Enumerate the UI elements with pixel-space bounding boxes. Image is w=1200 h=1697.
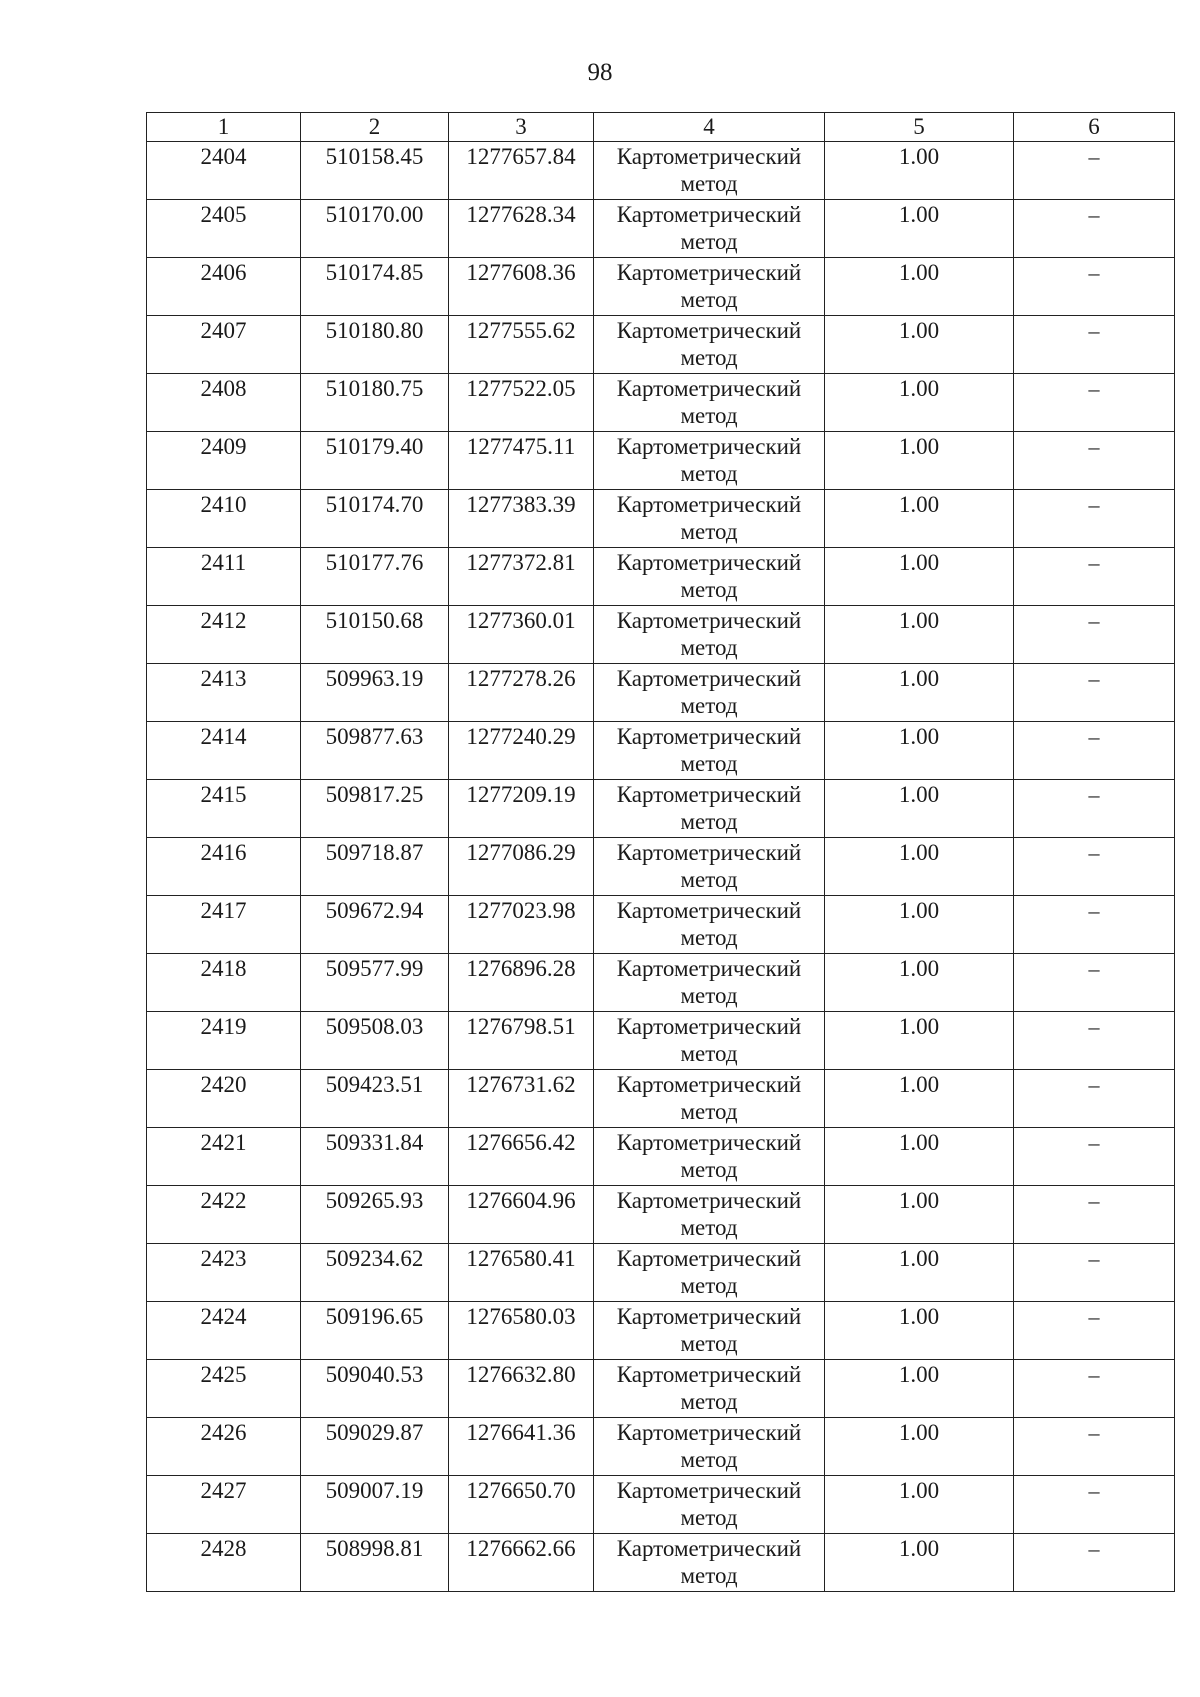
y-coordinate-cell: 1276656.42 xyxy=(449,1128,594,1186)
note-cell: – xyxy=(1014,1128,1175,1186)
accuracy-cell: 1.00 xyxy=(825,896,1014,954)
point-number-cell: 2417 xyxy=(147,896,301,954)
table-row xyxy=(147,374,1175,432)
note-cell: – xyxy=(1014,374,1175,432)
y-coordinate-cell: 1276662.66 xyxy=(449,1534,594,1592)
point-number-cell: 2425 xyxy=(147,1360,301,1418)
table-row xyxy=(147,780,1175,838)
accuracy-cell: 1.00 xyxy=(825,838,1014,896)
y-coordinate-cell: 1276896.28 xyxy=(449,954,594,1012)
y-coordinate-cell: 1277657.84 xyxy=(449,142,594,200)
x-coordinate-cell: 509423.51 xyxy=(301,1070,449,1128)
y-coordinate-cell: 1277278.26 xyxy=(449,664,594,722)
method-line-2: метод xyxy=(680,287,738,312)
x-coordinate-cell: 510180.75 xyxy=(301,374,449,432)
point-number-cell: 2414 xyxy=(147,722,301,780)
y-coordinate-cell: 1277522.05 xyxy=(449,374,594,432)
method-line-2: метод xyxy=(680,693,738,718)
table-header-row xyxy=(147,113,1175,142)
y-coordinate-cell: 1276650.70 xyxy=(449,1476,594,1534)
y-coordinate-cell: 1277555.62 xyxy=(449,316,594,374)
note-cell: – xyxy=(1014,1476,1175,1534)
method-line-1: Картометрический xyxy=(616,1072,802,1097)
method-line-2: метод xyxy=(680,1273,738,1298)
point-number-cell: 2421 xyxy=(147,1128,301,1186)
method-line-1: Картометрический xyxy=(616,1304,802,1329)
method-line-1: Картометрический xyxy=(616,550,802,575)
x-coordinate-cell: 509817.25 xyxy=(301,780,449,838)
x-coordinate-cell: 510174.70 xyxy=(301,490,449,548)
point-number-cell: 2424 xyxy=(147,1302,301,1360)
method-line-1: Картометрический xyxy=(616,956,802,981)
x-coordinate-cell: 509265.93 xyxy=(301,1186,449,1244)
accuracy-cell: 1.00 xyxy=(825,142,1014,200)
note-cell: – xyxy=(1014,1244,1175,1302)
column-header-1: 1 xyxy=(147,113,301,142)
accuracy-cell: 1.00 xyxy=(825,664,1014,722)
accuracy-cell: 1.00 xyxy=(825,780,1014,838)
accuracy-cell: 1.00 xyxy=(825,606,1014,664)
point-number-cell: 2415 xyxy=(147,780,301,838)
note-cell: – xyxy=(1014,722,1175,780)
method-line-1: Картометрический xyxy=(616,376,802,401)
note-cell: – xyxy=(1014,1070,1175,1128)
y-coordinate-cell: 1277209.19 xyxy=(449,780,594,838)
note-cell: – xyxy=(1014,142,1175,200)
method-line-1: Картометрический xyxy=(616,1420,802,1445)
table-row xyxy=(147,1476,1175,1534)
method-line-1: Картометрический xyxy=(616,492,802,517)
method-line-2: метод xyxy=(680,171,738,196)
method-cell xyxy=(594,1012,825,1070)
y-coordinate-cell: 1276580.41 xyxy=(449,1244,594,1302)
y-coordinate-cell: 1277023.98 xyxy=(449,896,594,954)
method-cell xyxy=(594,374,825,432)
table-row xyxy=(147,548,1175,606)
method-line-1: Картометрический xyxy=(616,1014,802,1039)
method-cell xyxy=(594,1360,825,1418)
method-line-2: метод xyxy=(680,635,738,660)
x-coordinate-cell: 510180.80 xyxy=(301,316,449,374)
point-number-cell: 2404 xyxy=(147,142,301,200)
method-line-1: Картометрический xyxy=(616,144,802,169)
point-number-cell: 2418 xyxy=(147,954,301,1012)
x-coordinate-cell: 509331.84 xyxy=(301,1128,449,1186)
method-cell xyxy=(594,200,825,258)
method-line-1: Картометрический xyxy=(616,202,802,227)
page-number: 98 xyxy=(587,59,613,86)
table-row xyxy=(147,954,1175,1012)
x-coordinate-cell: 510174.85 xyxy=(301,258,449,316)
method-cell xyxy=(594,954,825,1012)
y-coordinate-cell: 1277360.01 xyxy=(449,606,594,664)
column-header-3: 3 xyxy=(449,113,594,142)
method-line-1: Картометрический xyxy=(616,1130,802,1155)
method-cell xyxy=(594,722,825,780)
accuracy-cell: 1.00 xyxy=(825,1302,1014,1360)
y-coordinate-cell: 1277383.39 xyxy=(449,490,594,548)
method-line-2: метод xyxy=(680,461,738,486)
y-coordinate-cell: 1277240.29 xyxy=(449,722,594,780)
method-cell xyxy=(594,1070,825,1128)
accuracy-cell: 1.00 xyxy=(825,1476,1014,1534)
accuracy-cell: 1.00 xyxy=(825,432,1014,490)
method-cell xyxy=(594,780,825,838)
point-number-cell: 2411 xyxy=(147,548,301,606)
table-row xyxy=(147,664,1175,722)
y-coordinate-cell: 1276641.36 xyxy=(449,1418,594,1476)
y-coordinate-cell: 1276604.96 xyxy=(449,1186,594,1244)
point-number-cell: 2416 xyxy=(147,838,301,896)
method-line-2: метод xyxy=(680,1447,738,1472)
y-coordinate-cell: 1277608.36 xyxy=(449,258,594,316)
method-line-1: Картометрический xyxy=(616,1478,802,1503)
table-row xyxy=(147,838,1175,896)
method-line-2: метод xyxy=(680,1215,738,1240)
point-number-cell: 2409 xyxy=(147,432,301,490)
table-row xyxy=(147,1360,1175,1418)
method-line-2: метод xyxy=(680,1563,738,1588)
accuracy-cell: 1.00 xyxy=(825,1128,1014,1186)
x-coordinate-cell: 510170.00 xyxy=(301,200,449,258)
note-cell: – xyxy=(1014,1418,1175,1476)
method-cell xyxy=(594,1302,825,1360)
y-coordinate-cell: 1277628.34 xyxy=(449,200,594,258)
accuracy-cell: 1.00 xyxy=(825,722,1014,780)
point-number-cell: 2408 xyxy=(147,374,301,432)
table-row xyxy=(147,1244,1175,1302)
point-number-cell: 2428 xyxy=(147,1534,301,1592)
table-row xyxy=(147,490,1175,548)
y-coordinate-cell: 1277372.81 xyxy=(449,548,594,606)
method-line-2: метод xyxy=(680,1099,738,1124)
y-coordinate-cell: 1277475.11 xyxy=(449,432,594,490)
method-line-2: метод xyxy=(680,403,738,428)
accuracy-cell: 1.00 xyxy=(825,1418,1014,1476)
method-line-1: Картометрический xyxy=(616,434,802,459)
table-row xyxy=(147,258,1175,316)
point-number-cell: 2419 xyxy=(147,1012,301,1070)
x-coordinate-cell: 509577.99 xyxy=(301,954,449,1012)
x-coordinate-cell: 510158.45 xyxy=(301,142,449,200)
note-cell: – xyxy=(1014,200,1175,258)
accuracy-cell: 1.00 xyxy=(825,200,1014,258)
column-header-6: 6 xyxy=(1014,113,1175,142)
point-number-cell: 2406 xyxy=(147,258,301,316)
method-line-2: метод xyxy=(680,1331,738,1356)
point-number-cell: 2405 xyxy=(147,200,301,258)
note-cell: – xyxy=(1014,1534,1175,1592)
method-cell xyxy=(594,1128,825,1186)
x-coordinate-cell: 509672.94 xyxy=(301,896,449,954)
method-line-1: Картометрический xyxy=(616,608,802,633)
accuracy-cell: 1.00 xyxy=(825,1244,1014,1302)
x-coordinate-cell: 510179.40 xyxy=(301,432,449,490)
accuracy-cell: 1.00 xyxy=(825,1012,1014,1070)
point-number-cell: 2413 xyxy=(147,664,301,722)
x-coordinate-cell: 509963.19 xyxy=(301,664,449,722)
point-number-cell: 2426 xyxy=(147,1418,301,1476)
method-line-1: Картометрический xyxy=(616,840,802,865)
method-cell xyxy=(594,896,825,954)
x-coordinate-cell: 510177.76 xyxy=(301,548,449,606)
accuracy-cell: 1.00 xyxy=(825,490,1014,548)
accuracy-cell: 1.00 xyxy=(825,1186,1014,1244)
point-number-cell: 2422 xyxy=(147,1186,301,1244)
coordinates-table xyxy=(146,112,1175,1592)
note-cell: – xyxy=(1014,1360,1175,1418)
method-cell xyxy=(594,1534,825,1592)
x-coordinate-cell: 509877.63 xyxy=(301,722,449,780)
method-line-1: Картометрический xyxy=(616,724,802,749)
point-number-cell: 2407 xyxy=(147,316,301,374)
note-cell: – xyxy=(1014,1302,1175,1360)
table-row xyxy=(147,1012,1175,1070)
table-row xyxy=(147,1534,1175,1592)
table-row xyxy=(147,1128,1175,1186)
table-row xyxy=(147,142,1175,200)
note-cell: – xyxy=(1014,896,1175,954)
table-row xyxy=(147,722,1175,780)
accuracy-cell: 1.00 xyxy=(825,374,1014,432)
method-cell xyxy=(594,142,825,200)
x-coordinate-cell: 509007.19 xyxy=(301,1476,449,1534)
note-cell: – xyxy=(1014,1012,1175,1070)
table-row xyxy=(147,1302,1175,1360)
method-line-1: Картометрический xyxy=(616,318,802,343)
method-cell xyxy=(594,606,825,664)
method-line-2: метод xyxy=(680,867,738,892)
table-row xyxy=(147,896,1175,954)
method-cell xyxy=(594,1186,825,1244)
method-cell xyxy=(594,548,825,606)
method-cell xyxy=(594,316,825,374)
accuracy-cell: 1.00 xyxy=(825,954,1014,1012)
accuracy-cell: 1.00 xyxy=(825,316,1014,374)
method-line-2: метод xyxy=(680,983,738,1008)
point-number-cell: 2410 xyxy=(147,490,301,548)
y-coordinate-cell: 1276731.62 xyxy=(449,1070,594,1128)
method-line-1: Картометрический xyxy=(616,782,802,807)
note-cell: – xyxy=(1014,954,1175,1012)
x-coordinate-cell: 509234.62 xyxy=(301,1244,449,1302)
x-coordinate-cell: 509040.53 xyxy=(301,1360,449,1418)
x-coordinate-cell: 510150.68 xyxy=(301,606,449,664)
method-line-2: метод xyxy=(680,345,738,370)
point-number-cell: 2412 xyxy=(147,606,301,664)
note-cell: – xyxy=(1014,838,1175,896)
method-line-2: метод xyxy=(680,1157,738,1182)
point-number-cell: 2420 xyxy=(147,1070,301,1128)
y-coordinate-cell: 1277086.29 xyxy=(449,838,594,896)
method-line-1: Картометрический xyxy=(616,666,802,691)
note-cell: – xyxy=(1014,316,1175,374)
method-line-1: Картометрический xyxy=(616,1536,802,1561)
method-line-2: метод xyxy=(680,1389,738,1414)
accuracy-cell: 1.00 xyxy=(825,1360,1014,1418)
table-row xyxy=(147,200,1175,258)
method-line-2: метод xyxy=(680,229,738,254)
method-line-1: Картометрический xyxy=(616,1188,802,1213)
method-cell xyxy=(594,490,825,548)
accuracy-cell: 1.00 xyxy=(825,258,1014,316)
method-line-2: метод xyxy=(680,519,738,544)
method-line-1: Картометрический xyxy=(616,1362,802,1387)
method-line-2: метод xyxy=(680,809,738,834)
x-coordinate-cell: 509508.03 xyxy=(301,1012,449,1070)
y-coordinate-cell: 1276798.51 xyxy=(449,1012,594,1070)
table-row xyxy=(147,606,1175,664)
x-coordinate-cell: 509029.87 xyxy=(301,1418,449,1476)
point-number-cell: 2423 xyxy=(147,1244,301,1302)
accuracy-cell: 1.00 xyxy=(825,548,1014,606)
note-cell: – xyxy=(1014,606,1175,664)
note-cell: – xyxy=(1014,1186,1175,1244)
method-line-2: метод xyxy=(680,751,738,776)
x-coordinate-cell: 509196.65 xyxy=(301,1302,449,1360)
y-coordinate-cell: 1276580.03 xyxy=(449,1302,594,1360)
method-cell xyxy=(594,664,825,722)
table-row xyxy=(147,1070,1175,1128)
note-cell: – xyxy=(1014,548,1175,606)
table-body xyxy=(147,142,1175,1592)
method-line-2: метод xyxy=(680,1505,738,1530)
note-cell: – xyxy=(1014,258,1175,316)
method-cell xyxy=(594,1418,825,1476)
column-header-2: 2 xyxy=(301,113,449,142)
accuracy-cell: 1.00 xyxy=(825,1534,1014,1592)
method-cell xyxy=(594,1476,825,1534)
note-cell: – xyxy=(1014,664,1175,722)
method-line-2: метод xyxy=(680,1041,738,1066)
table-row xyxy=(147,1418,1175,1476)
table-row xyxy=(147,316,1175,374)
method-cell xyxy=(594,432,825,490)
method-line-1: Картометрический xyxy=(616,898,802,923)
method-cell xyxy=(594,1244,825,1302)
table-row xyxy=(147,1186,1175,1244)
method-line-1: Картометрический xyxy=(616,1246,802,1271)
note-cell: – xyxy=(1014,432,1175,490)
column-header-5: 5 xyxy=(825,113,1014,142)
point-number-cell: 2427 xyxy=(147,1476,301,1534)
method-cell xyxy=(594,838,825,896)
note-cell: – xyxy=(1014,490,1175,548)
x-coordinate-cell: 509718.87 xyxy=(301,838,449,896)
method-line-2: метод xyxy=(680,925,738,950)
x-coordinate-cell: 508998.81 xyxy=(301,1534,449,1592)
y-coordinate-cell: 1276632.80 xyxy=(449,1360,594,1418)
method-line-1: Картометрический xyxy=(616,260,802,285)
method-cell xyxy=(594,258,825,316)
note-cell: – xyxy=(1014,780,1175,838)
accuracy-cell: 1.00 xyxy=(825,1070,1014,1128)
table-row xyxy=(147,432,1175,490)
column-header-4: 4 xyxy=(594,113,825,142)
method-line-2: метод xyxy=(680,577,738,602)
